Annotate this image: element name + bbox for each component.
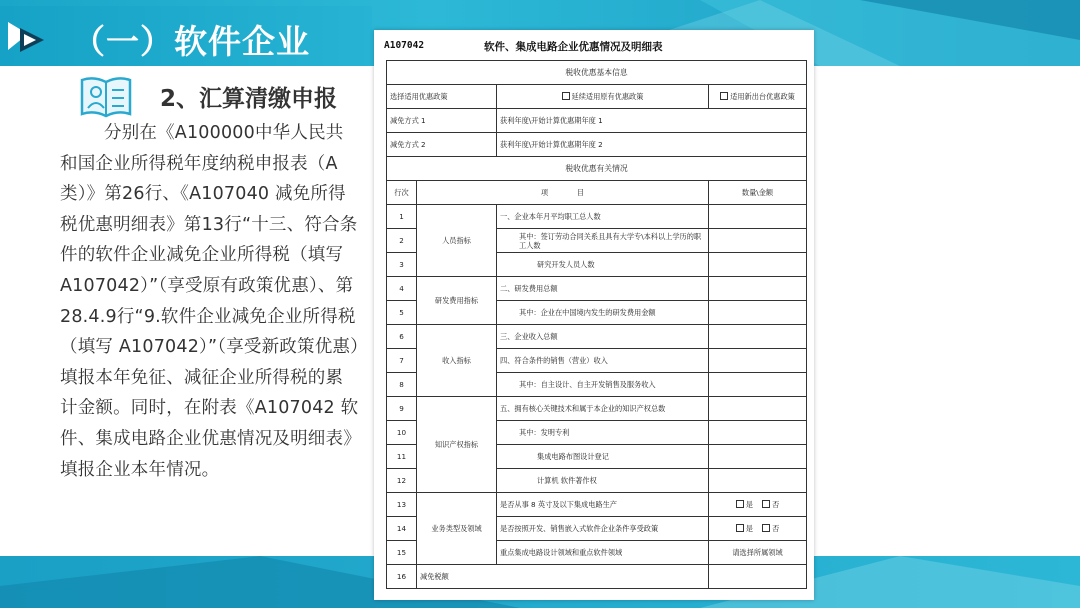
checkbox-icon[interactable] xyxy=(562,92,570,100)
amount-cell[interactable] xyxy=(709,421,807,445)
row-number: 16 xyxy=(387,565,417,589)
category-rd: 研发费用指标 xyxy=(417,277,497,325)
checkbox-icon[interactable] xyxy=(720,92,728,100)
row-item: 减免税额 xyxy=(417,565,709,589)
amount-cell[interactable] xyxy=(709,325,807,349)
form-code: A107042 xyxy=(384,40,425,51)
body-paragraph: 分别在《A100000中华人民共和国企业所得税年度纳税申报表（A类）》第26行、《A107040 减免所得税优惠明细表》第13行“十三、符合条件的软件企业减免企业所得税（填写A107042）”（享受原有政策优惠）、第28.4.9行“9.软件企业减免企业所得税（填写 A107042）”（享受新政策优惠）填报本年免征、减征企业所得税的累计金额。同时，在附表《A107042 软件、集成电路企业优惠情况及明细表》填报企业本年情况。 xyxy=(60,123,360,480)
amount-cell[interactable] xyxy=(709,445,807,469)
amount-cell[interactable] xyxy=(709,373,807,397)
col-header-row: 行次 xyxy=(387,181,417,205)
amount-cell[interactable] xyxy=(709,469,807,493)
row-number: 8 xyxy=(387,373,417,397)
form-table xyxy=(386,60,807,589)
row-number: 2 xyxy=(387,229,417,253)
amount-cell[interactable] xyxy=(709,301,807,325)
page-title: （一）软件企业 xyxy=(72,22,310,61)
row-item: 四、符合条件的销售（营业）收入 xyxy=(497,349,709,373)
row-item: 其中：发明专利 xyxy=(497,421,709,445)
row-item: 二、研发费用总额 xyxy=(497,277,709,301)
form-title: 软件、集成电路企业优惠情况及明细表 xyxy=(484,41,663,53)
amount-cell[interactable] xyxy=(709,277,807,301)
row-number: 7 xyxy=(387,349,417,373)
category-personnel: 人员指标 xyxy=(417,205,497,277)
category-income: 收入指标 xyxy=(417,325,497,397)
book-icon xyxy=(80,74,132,118)
row-item: 五、拥有核心关键技术和属于本企业的知识产权总数 xyxy=(497,397,709,421)
row-number: 14 xyxy=(387,517,417,541)
amount-cell[interactable] xyxy=(709,565,807,589)
yes-label: 是 xyxy=(745,524,753,533)
policy-option-new[interactable] xyxy=(709,85,807,109)
amount-cell[interactable] xyxy=(709,253,807,277)
col-header-amount: 数量\金额 xyxy=(709,181,807,205)
row-item: 研究开发人员人数 xyxy=(497,253,709,277)
row-number: 13 xyxy=(387,493,417,517)
row-number: 1 xyxy=(387,205,417,229)
row-number: 4 xyxy=(387,277,417,301)
method2-label: 减免方式 2 xyxy=(387,133,497,157)
logo-icon xyxy=(6,20,46,60)
form-document xyxy=(374,30,814,600)
row-item: 是否按照开发、销售嵌入式软件企业条件享受政策 xyxy=(497,517,709,541)
method2-year-label: 获利年度\开始计算优惠期年度 2 xyxy=(497,133,807,157)
row-item: 集成电路布图设计登记 xyxy=(497,445,709,469)
row-item: 三、企业收入总额 xyxy=(497,325,709,349)
category-business: 业务类型及领域 xyxy=(417,493,497,565)
title-box xyxy=(0,6,372,66)
yes-no-choice[interactable] xyxy=(709,517,807,541)
policy-option-old[interactable] xyxy=(497,85,709,109)
basic-info-header: 税收优惠基本信息 xyxy=(387,61,807,85)
amount-cell[interactable] xyxy=(709,397,807,421)
row-number: 11 xyxy=(387,445,417,469)
row-number: 10 xyxy=(387,421,417,445)
checkbox-icon[interactable] xyxy=(736,500,744,508)
amount-cell[interactable] xyxy=(709,229,807,253)
row-number: 6 xyxy=(387,325,417,349)
row-number: 12 xyxy=(387,469,417,493)
row-item: 计算机 软件著作权 xyxy=(497,469,709,493)
checkbox-icon[interactable] xyxy=(736,524,744,532)
no-label: 否 xyxy=(772,524,780,533)
policy-option-new-label: 适用新出台优惠政策 xyxy=(730,92,795,101)
policy-option-old-label: 延续适用原有优惠政策 xyxy=(571,92,644,101)
col-header-item: 项 目 xyxy=(417,181,709,205)
policy-label: 选择适用优惠政策 xyxy=(387,85,497,109)
row-item: 其中：自主设计、自主开发销售及服务收入 xyxy=(497,373,709,397)
amount-cell[interactable] xyxy=(709,205,807,229)
yes-no-choice[interactable] xyxy=(709,493,807,517)
row-number: 15 xyxy=(387,541,417,565)
row-item: 是否从事 8 英寸及以下集成电路生产 xyxy=(497,493,709,517)
field-select[interactable]: 请选择所属领域 xyxy=(709,541,807,565)
row-number: 3 xyxy=(387,253,417,277)
row-item: 其中：企业在中国境内发生的研发费用金额 xyxy=(497,301,709,325)
no-label: 否 xyxy=(772,500,780,509)
section-title: 2、汇算清缴申报 xyxy=(160,86,338,112)
row-item: 一、企业本年月平均职工总人数 xyxy=(497,205,709,229)
row-number: 5 xyxy=(387,301,417,325)
row-number: 9 xyxy=(387,397,417,421)
row-item: 重点集成电路设计领域和重点软件领域 xyxy=(497,541,709,565)
row-item: 其中：签订劳动合同关系且具有大学专\本科以上学历的职工人数 xyxy=(497,229,709,253)
yes-label: 是 xyxy=(745,500,753,509)
checkbox-icon[interactable] xyxy=(762,500,770,508)
related-header: 税收优惠有关情况 xyxy=(387,157,807,181)
method1-year-label: 获利年度\开始计算优惠期年度 1 xyxy=(497,109,807,133)
category-ip: 知识产权指标 xyxy=(417,397,497,493)
amount-cell[interactable] xyxy=(709,349,807,373)
checkbox-icon[interactable] xyxy=(762,524,770,532)
method1-label: 减免方式 1 xyxy=(387,109,497,133)
